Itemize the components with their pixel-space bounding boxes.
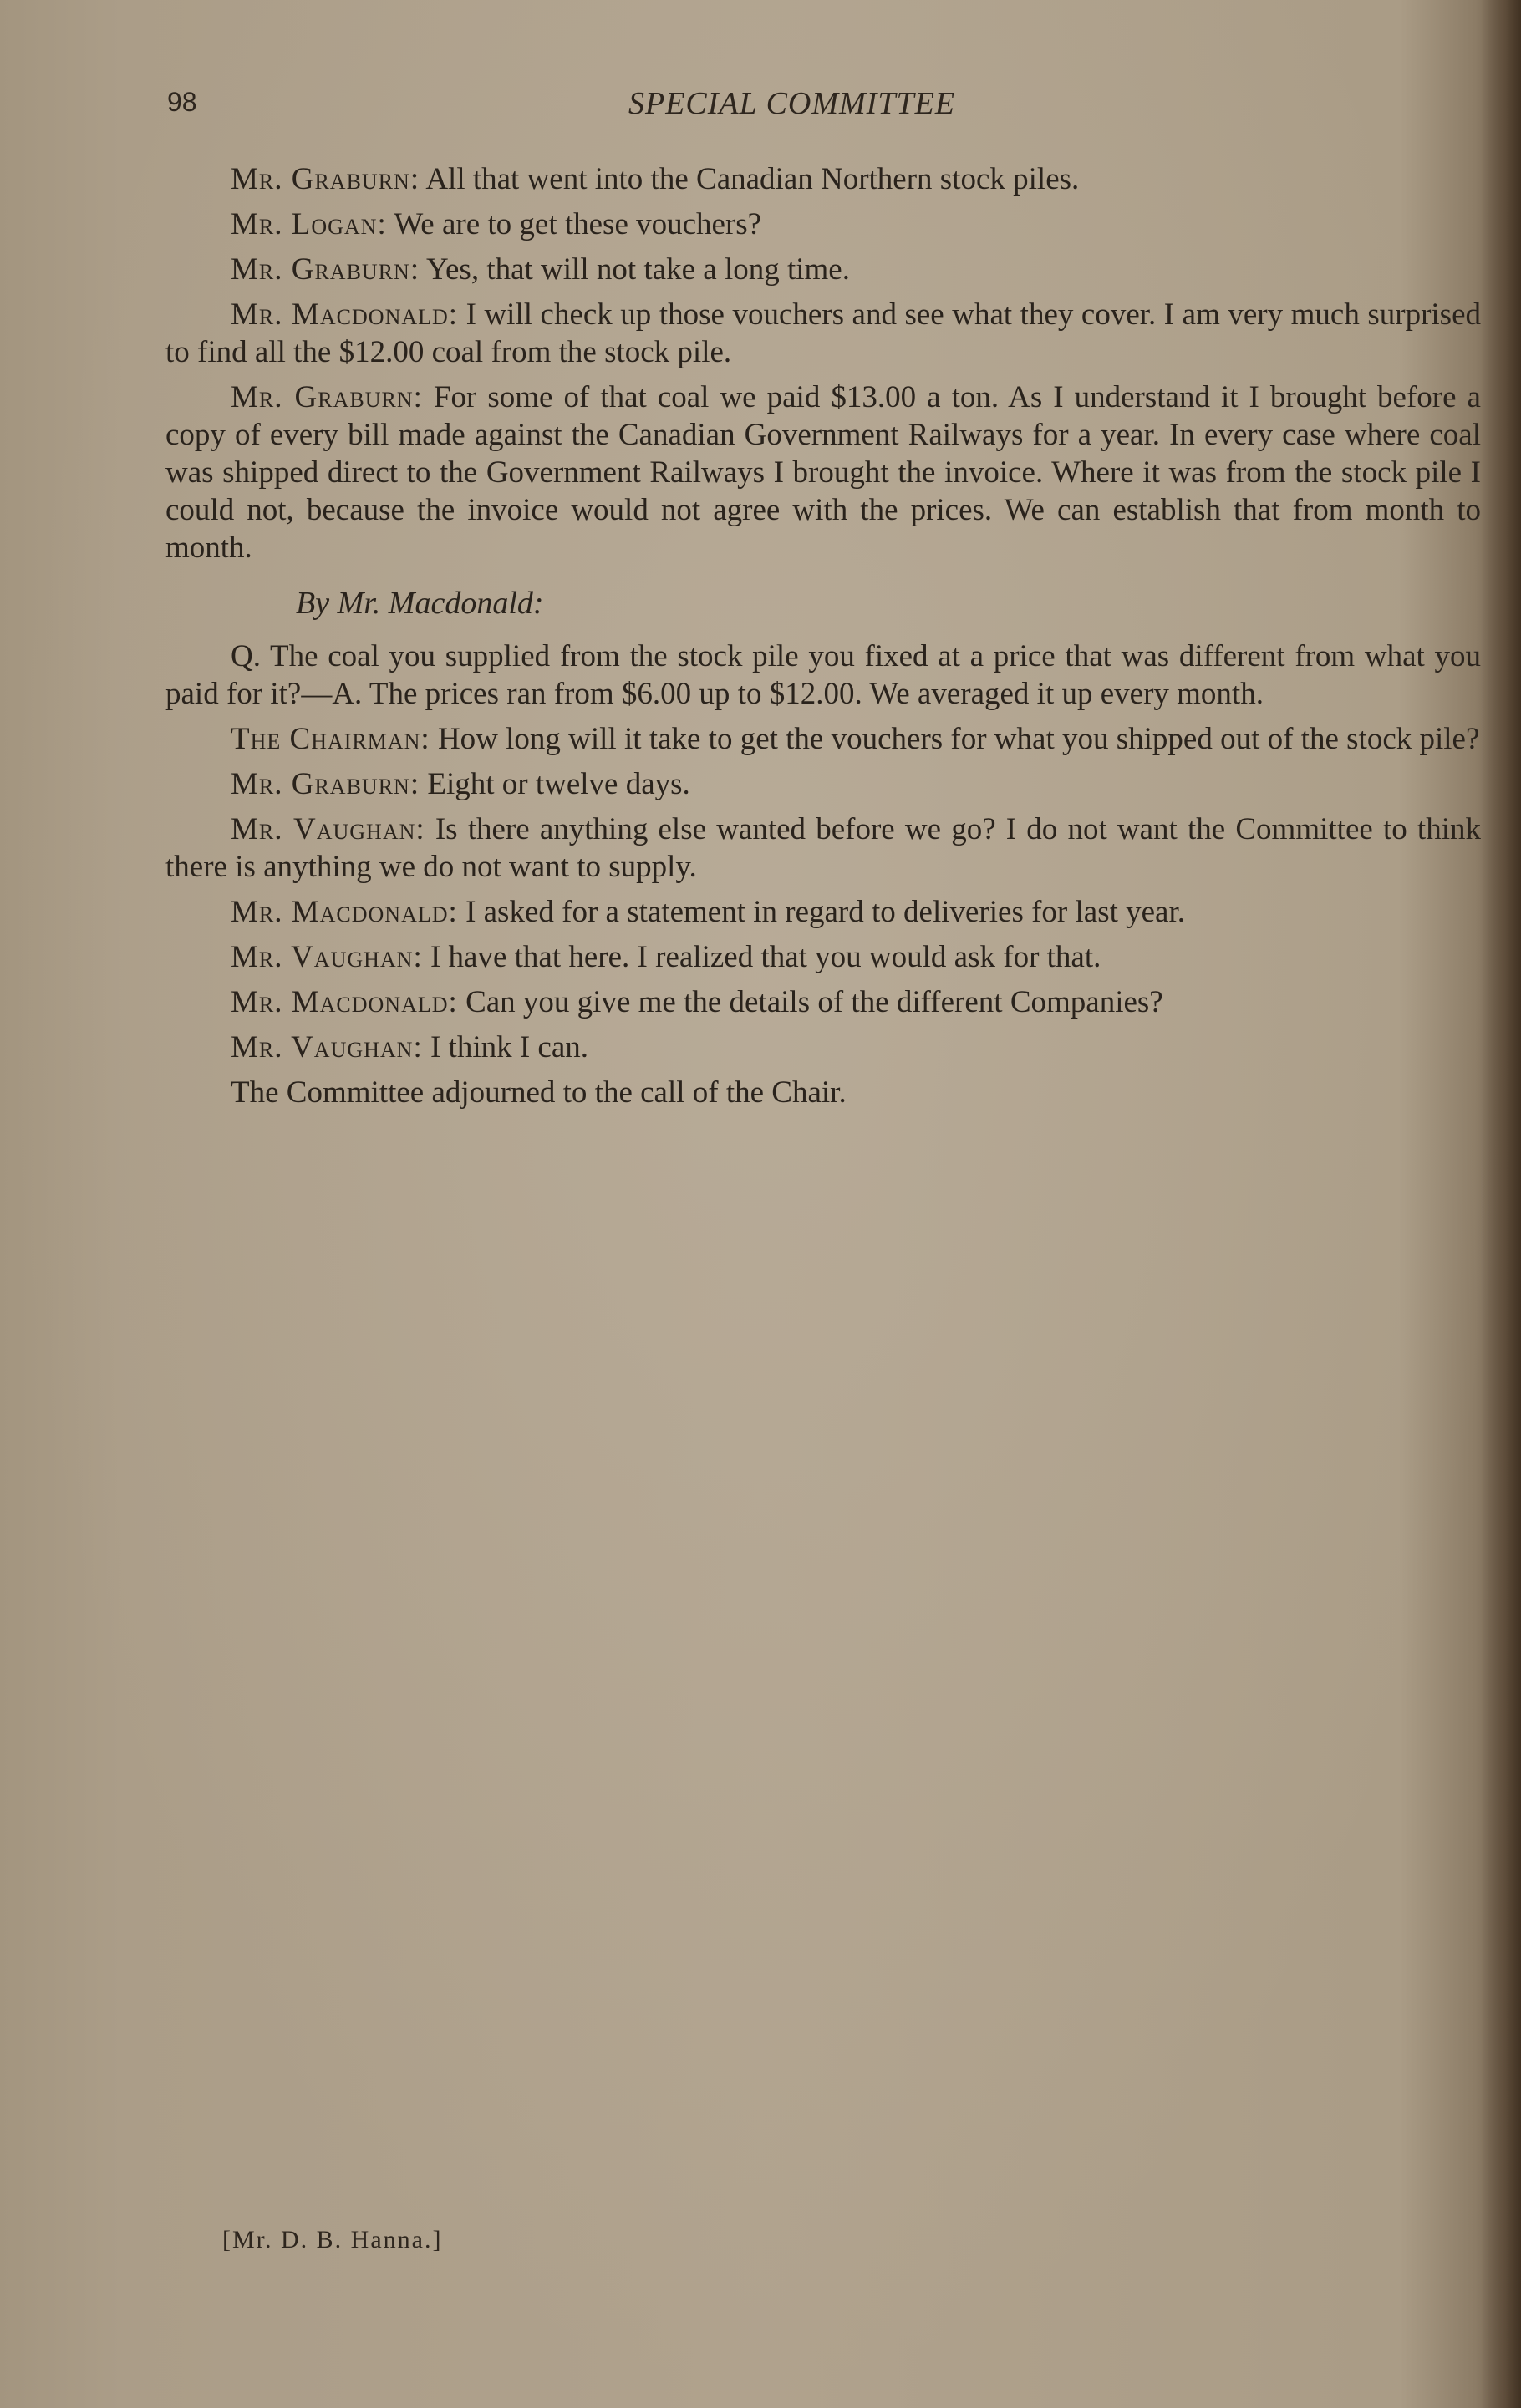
speech-text: I think I can. bbox=[422, 1030, 589, 1064]
examination-heading: By Mr. Macdonald: bbox=[296, 586, 544, 621]
transcript-paragraph bbox=[165, 765, 1481, 803]
speech-text: I have that here. I realized that you would ask for that. bbox=[422, 940, 1101, 974]
speaker-name: Mr. Graburn: bbox=[231, 252, 420, 287]
transcript-paragraph bbox=[165, 893, 1481, 931]
transcript-paragraph bbox=[165, 206, 1481, 243]
transcript-paragraph bbox=[165, 938, 1481, 976]
transcript-body bbox=[165, 160, 1481, 1119]
page-number: 98 bbox=[167, 87, 197, 117]
transcript-paragraph bbox=[165, 296, 1481, 371]
speaker-name: Mr. Macdonald: bbox=[231, 297, 459, 332]
speech-text: All that went into the Canadian Northern stock piles. bbox=[420, 162, 1080, 196]
transcript-paragraph bbox=[165, 983, 1481, 1021]
speech-text: I will check up those vouchers and see what they cover. I am very much surprised to find all the $12.00 coal from the stock pile. bbox=[165, 297, 1481, 369]
speech-text: How long will it take to get the vouchers for what you shipped out of the stock pile? bbox=[430, 722, 1480, 756]
speech-text: For some of that coal we paid $13.00 a ton. As I understand it I brought before a copy of every bill made against the Canadian Government Railways for a year. In every case where coal was shipped direct to the Government Railways I brought the invoice. Where it was from the stock pile I could not, because the invoice would not agree with the prices. We can establish that from month to month. bbox=[165, 380, 1481, 565]
transcript-paragraph bbox=[165, 251, 1481, 288]
adjournment-note: The Committee adjourned to the call of the Chair. bbox=[231, 1075, 847, 1110]
speech-text: We are to get these vouchers? bbox=[386, 207, 762, 241]
speaker-name: Mr. Vaughan: bbox=[231, 940, 423, 974]
speaker-name: Mr. Macdonald: bbox=[231, 985, 458, 1019]
transcript-paragraph bbox=[165, 1029, 1481, 1066]
speaker-name: Mr. Graburn: bbox=[231, 767, 420, 801]
transcript-paragraph bbox=[165, 720, 1481, 758]
speaker-name: Mr. Macdonald: bbox=[231, 895, 458, 929]
witness-footer: [Mr. D. B. Hanna.] bbox=[222, 2226, 443, 2253]
transcript-paragraph bbox=[165, 378, 1481, 566]
speech-text: Eight or twelve days. bbox=[420, 767, 690, 801]
speaker-name: Mr. Logan: bbox=[231, 207, 387, 241]
speaker-name: Mr. Graburn: bbox=[231, 162, 420, 196]
speech-text: Is there anything else wanted before we go? I do not want the Committee to think there is anything we do not want to supply. bbox=[165, 812, 1481, 884]
speech-text: Can you give me the details of the different Companies? bbox=[457, 985, 1163, 1019]
speaker-name: Mr. Vaughan: bbox=[231, 1030, 423, 1064]
question-answer: Q. The coal you supplied from the stock pile you fixed at a price that was different from what you paid for it?—A. The prices ran from $6.00 up to $12.00. We averaged it up every month. bbox=[165, 639, 1481, 711]
speaker-name: Mr. Vaughan: bbox=[231, 812, 425, 846]
binding-shadow bbox=[1481, 0, 1521, 2408]
transcript-paragraph bbox=[165, 160, 1481, 198]
speaker-name: Mr. Graburn: bbox=[231, 380, 423, 414]
speaker-name: The Chairman: bbox=[231, 722, 430, 756]
transcript-paragraph bbox=[165, 810, 1481, 886]
speech-text: Yes, that will not take a long time. bbox=[420, 252, 850, 287]
running-title: SPECIAL COMMITTEE bbox=[628, 86, 956, 121]
speech-text: I asked for a statement in regard to deliveries for last year. bbox=[457, 895, 1185, 929]
